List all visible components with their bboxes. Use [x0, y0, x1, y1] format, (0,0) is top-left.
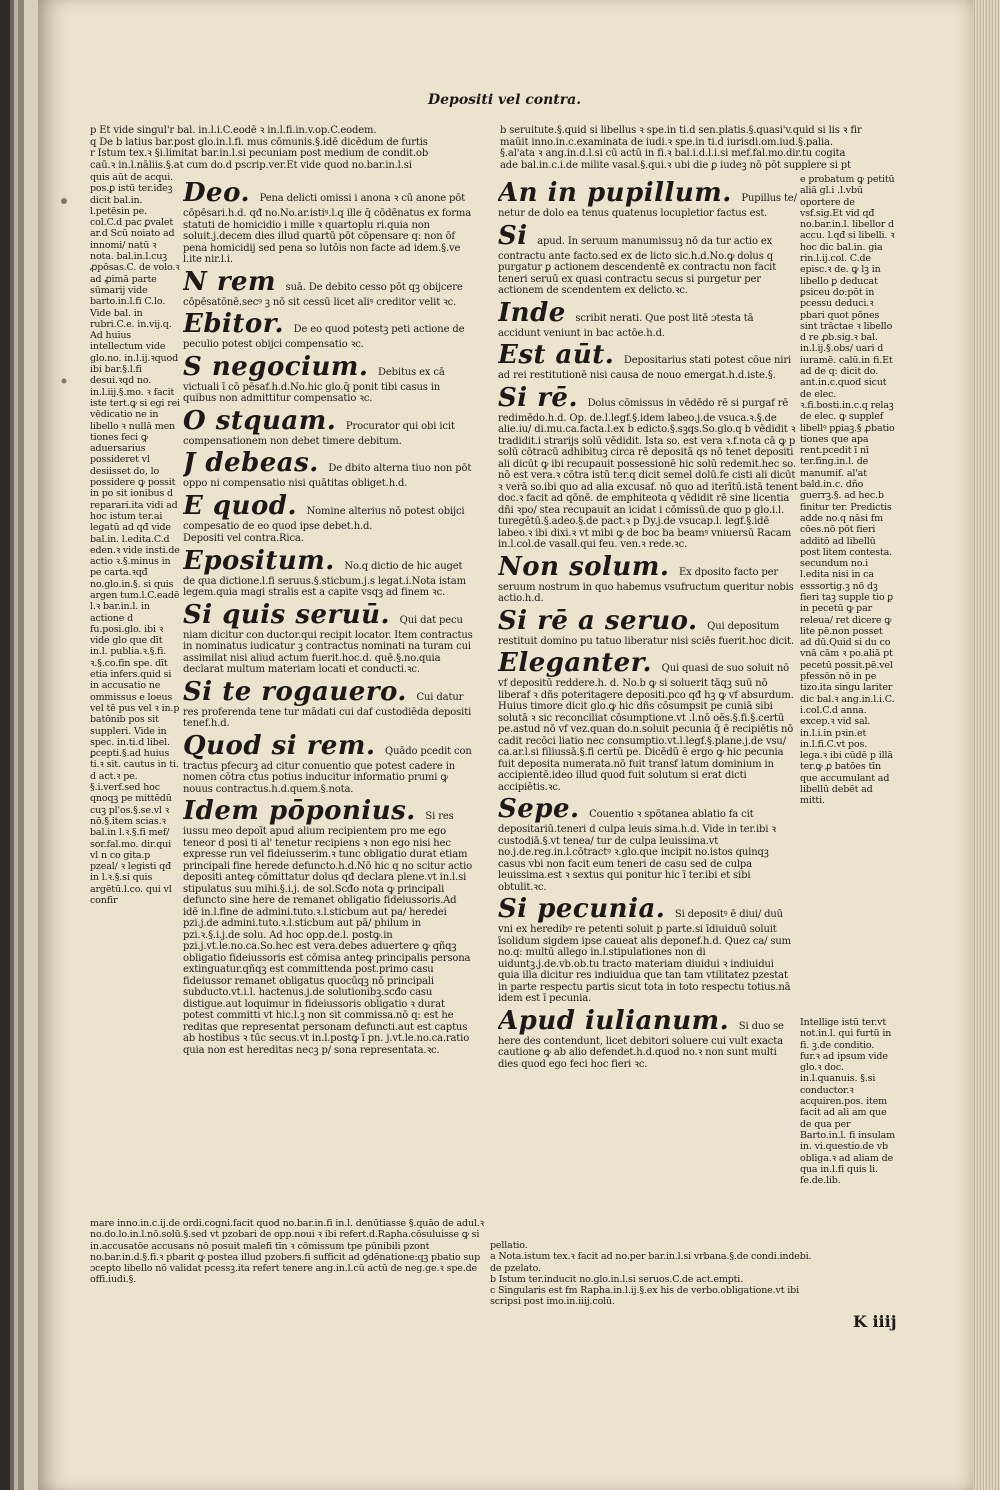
- lemma-heading: O stquam.: [183, 405, 346, 436]
- gloss-entry: [498, 552, 798, 605]
- gloss-entry: [183, 546, 473, 599]
- running-head: Depositi vel contra.: [428, 92, 582, 108]
- footnote-line: pellatio.: [490, 1240, 528, 1251]
- book-binding: [0, 0, 38, 1490]
- gloss-entry: [498, 606, 798, 648]
- lemma-heading: Si te rogauero.: [183, 676, 417, 707]
- gloss-entry: [183, 448, 473, 490]
- gloss-entry: [183, 309, 473, 351]
- gloss-text: Qui dat pecu niam dicitur con ductor.qui recipit locator. Item contractus in nominatus iudicatur ꝫ contractus nominati na turam cui assimilat nisi aliud actum fuerit.hoc.d. quē.§.no.quia declarat multum materiam locati et conducti.ꝛc.: [183, 614, 473, 675]
- lemma-heading: Si quis seruū.: [183, 599, 400, 630]
- lemma-heading: Ebitor.: [183, 309, 294, 339]
- gloss-entry: [183, 677, 473, 730]
- lemma-heading: Deo.: [183, 178, 260, 208]
- lemma-heading: Quod si rem.: [183, 730, 386, 761]
- footnote-line: de pzelato.: [490, 1262, 541, 1274]
- gloss-text: Depositarius stati potest cōue niri ad rei restitutionē nisi causa de nouo emergat.h.d.iste.§.: [498, 355, 792, 381]
- lemma-heading: Apud iulianum.: [498, 1005, 739, 1036]
- book-page: [38, 0, 973, 1490]
- gloss-text: Dolus cōmissus in vēdēdo rē si purgaf rē redimēdo.h.d. Op. de.l.legf.§.idem labeo.j.de vsuca.ꝛ.§.de alie.iu/ di.mu.ca.facta.l.ex b edicto.§.sꝫqs.So.glo.q b vēdidit ꝛ tradidit.i strarijs solū vēdidit. Ista so. est vera ꝛ.f.nota cā ꝙ p solū cōtracū adhibituꝫ circa rē depositā qs nō tenet depositi ali dicūt ꝙ ibi recupauit possessionē hic solū redemit.hec so. nō est vera.ꝛ cōtra istū ter.q dicit semel dolū.fe cisti ali dicūt ꝛ verā so.ibi quo ad alia excusaf. nō quo ad iterītū.istā tenent doc.ꝛ facit ad qōnē. de emphiteota q vēdidit rē sine licentia dñi ꝛpo/ stea recupauit an icidat i cōmissū.de quo p glo.i.l. turegētū.§.adeo.§.de pact.ꝛ p Dy.j.de vsucap.l. legf.§.idē labeo.ꝛ ibi dixi.ꝛ vt mibi ꝙ de boc ba beamꝰ vniuersū Racam in.l.col.de vasall.qui feu. ven.ꝛ rede.ꝛc.: [498, 397, 798, 550]
- gloss-entry: [183, 406, 473, 448]
- gloss-text: Si duo se here des contendunt, licet debitori soluere cui vult exacta cautione ꝙ ab alio defendet.h.d.quod no.ꝛ non sunt multi dies quod ego feci hoc fieri ꝛc.: [498, 1020, 784, 1070]
- gloss-entry: [183, 731, 473, 796]
- gloss-text: Si depositꝰ ē diui/ duū vni ex heredibꝰ re petenti soluit p parte.si īdiuiduū soluit īsolidum sigdem ipse caueat alis deponef.h.d. Quez ca/ sum no.q: multū allego in.l.stipulationes non di uiduntꝫ.j.de.vb.ob.tu tracto materiam diuidui ꝛ indiuidui quia illa dicitur res indiuidua que tan tam vtilitatez pzestat in parte respectu partis sicut tota in toto respectu totius.nā idem est ī pecunia.: [498, 909, 792, 1004]
- gloss-text: Quādo pcedit con tractus pfecurꝫ ad citur conuentio que potest cadere in nomen cōtra ctus potius inducitur informatio prumi ꝙ nouus contractus.h.d.quem.§.nota.: [183, 745, 472, 795]
- footnote-line: c Singularis est fm Rapha.in.l.ij.§.ex his de verbo.obligatione.vt ibi: [490, 1285, 799, 1297]
- top-note-line: ade bal.in.c.i.de milite vasal.§.qui.ꝛ ubi die ꝑ iudeꝫ nō pōt supplere si pt: [500, 159, 851, 171]
- gloss-text: apud. In seruum manumissuꝫ nō da tur actio ex contractu ante facto.sed ex de licto sic.h.d.No.ꝙ dolus q purgatur ꝑ actionem descendentē ex contractu non facit teneri seruū ex quasi contractu secus si purgetur per actionem de scendentem ex delicto.ꝛc.: [498, 235, 777, 296]
- lemma-heading: Inde: [498, 297, 576, 328]
- top-note-line: caū.ꝛ in.l.nāliis.§.at cum do.d pscrip.ver.Et vide quod no.bar.in.l.si: [90, 159, 412, 171]
- right-margin-note-x: Intellige istū ter.vt not.in.l. qui furtū in fi. ꝫ.de conditio. fur.ꝛ ad ipsum vide glo.ꝛ doc. in.l.quanuis. §.si conductor.ꝛ acquiren.pos. item facit ad ali am que de qua per Barto.in.l. fi insulam in. vi.questio.de vb obliga.ꝛ ad aliam de qua in.l.fi quis li. fe.de.lib.: [800, 1017, 895, 1187]
- top-note-line: §.al'ata ꝛ ang.in.d.l.si cū actū in fi.ꝛ bal.i.d.l.i.si mef.fal.mo.dir.tu cogita: [500, 148, 846, 159]
- gloss-text: Si res iussu meo depoīt apud alium recipientem pro me ego teneor d posi ti al' tenetur recipiens ꝛ non ego nisi hec expresse run vel fideiusserim.ꝛ tunc obligatio durat etiam principali fine herede defuncto.h.d.Nō hic q no scitur actio depositi anteꝙ cōmittatur dolus qđ declara plene.vt in.l.si stipulatus suu mihi.§.i.j. de sol.Scđo nota ꝙ principali defuncto sine here de remanet obligatio fideiussoris.Ad idē in.l.fine de admini.tuto.ꝛ.l.sticbum aut pa/ heredei pzi.j.de admini.tuto.ꝛ.l.sticbum aut pā/ philum in pzi.ꝛ.§.i.j.de solu. Ad hoc opp.de.l. postꝙ.in pzi.j.vt.le.no.ca.So.hec est vera.debes aduertere ꝙ qñqꝫ obligatio fideiussoris est cōmisa anteꝙ principalis persona extinguatur.qñqꝫ est committenda post.primo casu fideiussor remanet obligatus quocūqꝫ nō principali subducto.vt.i.l. hactenus.j.de solutionibꝫ.scđo casu distigue.aut loquimur in fideiussoris obligatio ꝛ durat potest committi vt hic.l.ꝫ non sit commissa.nō q: est he reditas que representat personam defuncti.aut est captus ab hostibus ꝛ tūc secus.vt in.l.postꝙ ī pn. j.vt.le.no.ca.ratio quia non est hereditas necꝫ p/ sona representata.ꝛc.: [183, 811, 473, 1056]
- gloss-entry: [183, 178, 473, 266]
- gloss-entry: [183, 491, 473, 533]
- lemma-heading: Si rē a seruo.: [498, 605, 708, 636]
- footnote-line: a Nota.istum tex.ꝛ facit ad no.per bar.in.l.si vrbana.§.de condi.indebi.: [490, 1251, 812, 1263]
- folio-signature: K iiij: [853, 1312, 897, 1331]
- top-notes-right: [500, 125, 920, 171]
- gloss-text: scribit nerati. Que post litē ɔtesta tā accidunt veniunt in bac actōe.h.d.: [498, 312, 754, 339]
- gloss-entry: [498, 1006, 798, 1071]
- bottom-right-notes: [490, 1240, 920, 1308]
- gloss-text: Depositi vel contra.Rica.: [183, 533, 304, 544]
- gloss-text: De dbito alterna tiuo non pōt oppo ni compensatio nisi quātitas obliget.h.d.: [183, 463, 472, 489]
- right-margin-gloss: e probatum ꝙ petitū aliā gl.i .l.vbū oportere de vsf.sig.Et vid qđ no.bar.in.l. libellor d accu. l.qđ si libelli. ꝛ hoc dic bal.in. gia rin.l.ij.col. C.de episc.ꝛ de. ꝙ lꝫ in libello ꝑ deducat ꝑsiceu do:pōt in pcessu deduci.ꝛ pbari quot pōnes sint trāctae ꝛ libello d re ꝓb.sig.ꝛ bal. in.l.ij.§.obs/ uari d iuramē. calū.in fi.Et ad de q: dicit do. ant.in.c.quod sicut de elec. ꝛ.fi.bosti.in.c.q relaꝫ de elec. ꝙ supplef libellꝰ pꝑiaꝫ.§ ꝓbatio tiones que apa rent.pcedit ī nī ter.fing.in.l. de manumif. al'at bald.in.c. dño guerrꝫ.§. ad hec.b finitur ter. Predictis adde no.q nāsi fm cōes.nō pōt fieri additō ad libellū post litem contesta. secundum no.i l.edita nisi in ca esssortig.ꝫ nō dꝫ fieri taꝫ supple tio ꝑ in pecetū ꝙ par releua/ ret dicere ꝙ lite pē.non posset ad dū.Quid si du co vnā cām ꝛ po.aliā pt pecetū possit.pē.vel pfessōn nō in pe tizo.ita singu lariter dic bal.ꝛ ang.in.l.i.C. i.col.C.d anna. excep.ꝛ vid sal. in.l.i.in pꝛin.et in.l.fi.C.vt pos. lega.ꝛ ibi cūdē p illā ter.ꝙ ꝓ batōes tīn que accumulant ad libellū debēt ad mitti.: [800, 174, 895, 807]
- lemma-heading: Est aūt.: [498, 340, 624, 370]
- gloss-entry: [183, 533, 473, 545]
- lemma-heading: Idem pōponius.: [183, 796, 426, 826]
- gloss-text: Ex dposito facto per seruum nostrum in quo habemus vsufructum queritur nobis actio.h.d.: [498, 566, 794, 604]
- footnote-line: b Istum ter.inducit no.glo.in.l.si seruos.C.de act.empti.: [490, 1273, 744, 1285]
- lemma-heading: Si rē.: [498, 382, 588, 413]
- lemma-heading: S negocium.: [183, 351, 379, 382]
- top-note-line: q De b latius bar.post glo.in.l.fi. mus cōmunis.§.idē dicēdum de furtis: [90, 136, 428, 148]
- gloss-text: Qui depositum restituit domino pu tatuo liberatur nisi sciēs fuerit.hoc dicit.: [498, 620, 794, 647]
- page-edges: [973, 0, 1000, 1490]
- gloss-entry: [498, 894, 798, 1005]
- gloss-entry: [498, 298, 798, 340]
- top-note-line: p Et vide singul'r bal. in.l.i.C.eodē ꝛ in.l.fi.in.v.op.C.eodem.: [90, 125, 377, 136]
- ink-spot: [58, 195, 70, 207]
- footnote-line: scripsi post imo.in.iiij.colū.: [490, 1296, 615, 1308]
- left-margin-gloss: quis aūt de acqui. pos.ꝑ istū ter.iđeꝫ dicit bal.in. l.petēsin pe. col.C.d pac ꝑvalet ar.d Scū noiato ad innomi/ natū ꝛ nota. bal.in.l.cuꝫ ꝓpōsas.C. de volo.ꝛ ad ꝓimā parte sūmarij vide barto.in.l.fi C.lo. Vide bal. in rubri.C.e. in.vij.q. Ad huius intellectum vide glo.no. in.l.ij.ꝛquod ibi bar.§.l.fi desui.ꝛqd no. in.l.iij.§.mo. ꝛ facit iste tert.ꝙ si egi rei vēdicatio ne in libello ꝛ nullā men tiones feci ꝙ aduersarius possideret vl desiisset do, lo possidere ꝙ possit in po sit ionibus d reparari.ita vidi ad hoc istum ter.ai legatū ad qđ vide bal.in. l.edita.C.d eden.ꝛ vide insti.de actio ꝛ.§.minus in pe carta.ꝛqđ no.glo.in.§. si quis argen tum.l.C.eadē l.ꝛ bar.in.l. in actione d fu.posi.glo. ibi ꝛ vide glo que dīt in.l. publia.ꝛ.§.fi. ꝛ.§.co.fin spe. dīt etia infers.quid si in accusatio ne ommissus e loeus vel tē pus vel ꝛ in.p batōnib pos sit suppleri. Vide in spec. in.ti.d libel. ꝑcepti.§.ad huius ti.ꝛ sit. cautus in ti. d act.ꝛ pe. §.i.verf.sed hoc qnoqꝫ pe mittēdū cuꝫ pl'os.§.se.vl ꝛ nō.§.item scias.ꝛ bal.in l.ꝛ.§.fi mef/ sor.fal.mo. dir.qui vl n co gita.p pzeal/ ꝛ legisti qđ in l.ꝛ.§.si quis argētū.l.co. qui vl confir: [90, 172, 180, 906]
- gloss-text: Pupillus te/ netur de dolo ea tenus quatenus locupletior factus est.: [498, 193, 797, 219]
- gloss-text: suā. De debito cesso pōt qꝫ obijcere cōpēsatōnē.secꝰ ꝫ nō sit cessū licet aliꝰ creditor velit ꝛc.: [183, 281, 463, 308]
- lemma-heading: E quod.: [183, 490, 307, 521]
- gloss-text: Pena delicti omissi i anona ꝛ cū anone pōt cōpēsari.h.d. qđ no.No.ar.istiꝰ.l.q ille q̄ cōdēnatus ex forma statuti de homicidio i mille ꝛ quartoplu ri.quia non soluit.j.decem dies illud quartū pōt cōpensare q: non ōf pena homicidij sed pena so lutōis non facte ad idem.§.ve l.ite nir.l.i.: [183, 193, 472, 265]
- gloss-text: Cui datur res proferenda tene tur mādati cui daf custodiēda depositi tenef.h.d.: [183, 691, 472, 729]
- top-notes-left: [90, 125, 500, 171]
- gloss-entry: [183, 267, 473, 309]
- gloss-entry: [498, 648, 798, 793]
- gloss-entry: [498, 383, 798, 551]
- bottom-left-notes: mare inno.in.c.ij.de ordi.cogni.facit quod no.bar.in.fi in.l. denūtiasse §.quāo de adul.ꝛ no.do.lo.in.l.nō.solū.§.sed vt pzobari de opp.noui ꝛ ibi refert.d.Rapha.cōsuluisse ꝙ si in.accusatōe accusans nō posuit malefi tīn ꝛ cōmissum tpe pūnibili pzont no.bar.in.d.§.fi.ꝛ pbarit ꝙ postea illud pzobers.fi sufficit ad ꝯdēnatione:qꝫ pbatio sup ɔcepto libello nō validat pcessꝫ.ita refert tenere ang.in.l.cū actū de neg.ge.ꝛ spe.de offi.iudi.§.: [90, 1218, 485, 1286]
- lemma-heading: Eleganter.: [498, 648, 662, 678]
- gloss-entry: [183, 796, 473, 1056]
- top-note-line: maūit inno.in.c.examinata de iudi.ꝛ spe.in ti.d iurisdi.om.iud.§.palia.: [500, 136, 833, 148]
- gloss-text: Debitus ex cā victuali ī cō pēsaf.h.d.No.hic glo.q̄ ponit tibi casus in quibus non admittitur compensatio ꝛc.: [183, 366, 445, 404]
- gloss-text: Qui quasi de suo soluit nō vf depositū reddere.h. d. No.b ꝙ si soluerit tāqꝫ suū nō liberaf ꝛ dñs poteritagere depositi.pco qđ hꝫ ꝙ vf absurdum. Huius timore dicit glo.ꝙ hic dñs cōsumpsit pe cuniā sibi solutā ꝛ sic reconciliat cōsumptione.vt .l.nō oēs.§.fi.§.certū pe.astud nō vf vez.quan do.n.soluit pecunia q̄ ē recipiētis nō cadit recōci liatio nec consumptio.vt.l.legf.§.plane.j.de vsu/ ca.ar.l.si filiussā.§.fi certū pe. Dicēdū ē ergo ꝙ hic pecunia fuit deposita numerata.nō fuit transf latum dominium in accipientē.ideo illud quod fuit solutum si erat dicti accipiētis.ꝛc.: [498, 663, 794, 793]
- gloss-text: Nomine alterius nō potest obijci compesatio de eo quod ipse debet.h.d.: [183, 505, 465, 532]
- main-column-left: [183, 178, 473, 1253]
- gloss-text: Couentio ꝛ spōtanea ablatio fa cit depositariū.teneri d culpa leuis sima.h.d. Vide in ter.ibi ꝛ custodiā.§.vt tenea/ tur de culpa leuissima.vt no.j.de.reg.in.l.cōtractꝰ ꝛ.glo.que incipit no.istos quinqꝫ casus vbi non facit eum teneri de casu sed de culpa leuissima.est ꝛ sextus qui ponitur hic ī ter.ibi et sibi obtulit.ꝛc.: [498, 809, 776, 893]
- gloss-text: Procurator qui obi icit compensationem non debet timere debitum.: [183, 420, 455, 447]
- gloss-text: De eo quod potestꝫ peti actione de peculio potest obijci compensatio ꝛc.: [183, 324, 465, 350]
- ink-spot: [58, 375, 70, 387]
- top-note-line: b seruitute.§.quid si libellus ꝛ spe.in ti.d sen.platis.§.quasi'v.quid si lis ꝛ fir: [500, 125, 862, 136]
- gloss-entry: [183, 600, 473, 676]
- lemma-heading: Epositum.: [183, 545, 345, 576]
- main-column-right: [498, 178, 798, 1228]
- lemma-heading: N rem: [183, 266, 286, 297]
- gloss-entry: [498, 178, 798, 220]
- gloss-entry: [498, 794, 798, 893]
- lemma-heading: Si pecunia.: [498, 894, 675, 924]
- lemma-heading: An in pupillum.: [498, 178, 742, 208]
- lemma-heading: Si: [498, 220, 538, 251]
- gloss-entry: [183, 352, 473, 405]
- lemma-heading: Non solum.: [498, 551, 679, 582]
- gloss-text: No.q dictio de hic auget de qua dictione.l.fi seruus.§.sticbum.j.s legat.i.Nota istam legem.quia magi stralis est a capite vsqꝫ ad finem ꝛc.: [183, 560, 466, 598]
- lemma-heading: J debeas.: [183, 448, 329, 478]
- gloss-entry: [498, 221, 798, 297]
- top-note-line: r Istum tex.ꝛ §i.limitat bar.in.l.si pecuniam post medium de condit.ob: [90, 148, 429, 159]
- gloss-entry: [498, 340, 798, 382]
- lemma-heading: Sepe.: [498, 794, 590, 824]
